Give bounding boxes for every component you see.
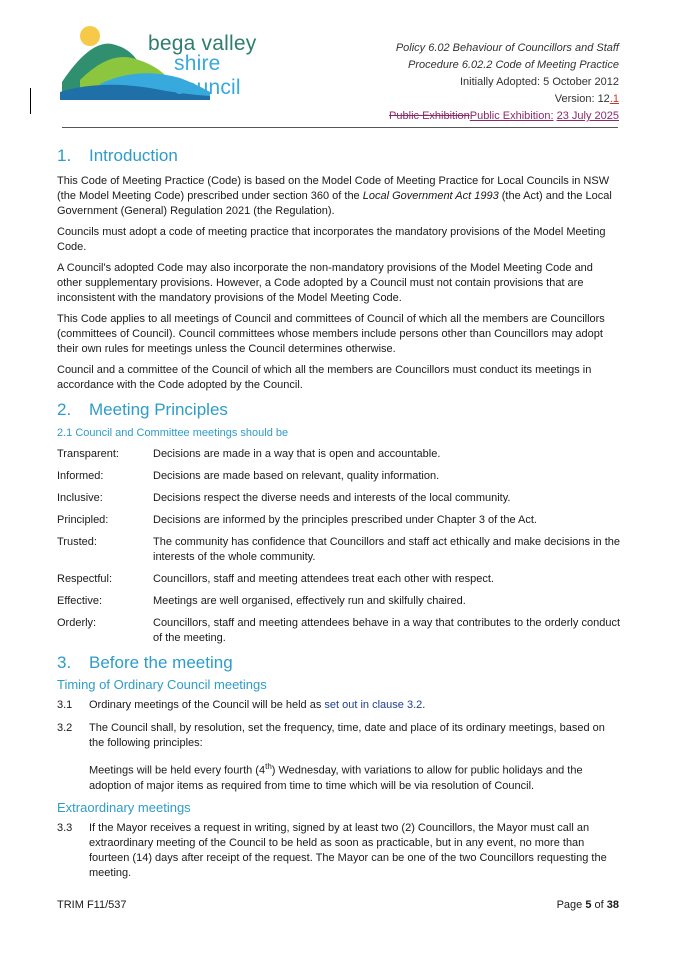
text-cursor	[30, 88, 31, 114]
page-number	[557, 899, 619, 911]
principle-row	[57, 535, 620, 565]
section-2-heading	[57, 399, 620, 421]
procedure-line: Procedure 6.02.2 Code of Meeting Practice	[408, 59, 619, 71]
clause-cross-reference: set out in clause 3.2	[324, 699, 423, 711]
principle-term: Orderly:	[57, 617, 97, 629]
page-label: Page	[556, 899, 586, 911]
principle-desc: Councillors, staff and meeting attendees behave in a way that contributes to the orderly conduct of the meeting.	[153, 617, 620, 644]
principle-row	[57, 513, 620, 528]
document-header-info	[389, 40, 619, 125]
intro-paragraph-5: Council and a committee of the Council of which all the members are Councillors must conduct its meetings in accordance with the Code adopted by the Council.	[57, 364, 592, 391]
subheading-2-1: 2.1 Council and Committee meetings should be	[57, 427, 289, 439]
clause-text: If the Mayor receives a request in writing, signed by at least two (2) Councillors, the Mayor must call an extraordinary meeting of the Council to be held as soon as practicable, but in any event, no more than fourteen (14) days after receipt of the request. The Mayor can be one of the two Councillors requesting the meeting.	[89, 821, 607, 879]
policy-line: Policy 6.02 Behaviour of Councillors and Staff	[395, 42, 619, 54]
clause-number: 3.2	[57, 722, 73, 734]
page-content	[57, 145, 620, 881]
version-inserted: .1	[609, 93, 619, 105]
clause-3-2-detail	[57, 759, 620, 794]
clause-3-1-end: .	[422, 699, 426, 711]
subheading-extraordinary-meetings: Extraordinary meetings	[57, 799, 191, 815]
ordinal-superscript: th	[265, 762, 272, 771]
principle-desc: Decisions are made based on relevant, quality information.	[153, 470, 440, 482]
principle-desc: Decisions respect the diverse needs and interests of the local community.	[153, 492, 511, 504]
principle-desc: Decisions are informed by the principles prescribed under Chapter 3 of the Act.	[153, 514, 537, 526]
intro-paragraph-2: Councils must adopt a code of meeting practice that incorporates the mandatory provisions of the Model Meeting Code.	[57, 226, 606, 253]
clause-text	[89, 698, 620, 713]
section-3-title: Before the meeting	[89, 653, 233, 672]
principle-term: Effective:	[57, 595, 103, 607]
principle-desc: Councillors, staff and meeting attendees treat each other with respect.	[153, 573, 494, 585]
principle-desc: Decisions are made in a way that is open and accountable.	[153, 448, 441, 460]
clause-text: The Council shall, by resolution, set the frequency, time, date and place of its ordinary meetings, based on the following principles:	[89, 722, 605, 749]
intro-paragraph-1	[57, 174, 620, 219]
page-of: of	[591, 899, 607, 911]
total-pages: 38	[606, 899, 619, 911]
intro-p1-text-a: This Code of Meeting Practice (Code) is based on the Model Code of Meeting Practice for Local Councils in NSW (the Model Meeting Code) prescribed under section 360 of the	[57, 175, 610, 202]
logo-text-line1: bega valley	[148, 32, 257, 55]
section-1-heading	[57, 145, 620, 167]
principle-row	[57, 469, 620, 484]
principle-term: Transparent:	[57, 448, 119, 460]
section-2-title: Meeting Principles	[89, 400, 228, 419]
principle-row	[57, 594, 620, 609]
intro-paragraph-4: This Code applies to all meetings of Council and committees of Council of which all the members are Councillors (committees of Council). Council committees whose members include persons other than Councillors may adopt their own rules for meetings unless the Council determines otherwise.	[57, 313, 605, 355]
principle-term: Inclusive:	[57, 492, 103, 504]
intro-paragraph-3: A Council's adopted Code may also incorporate the non-mandatory provisions of the Model Meeting Code and other supplementary provisions. However, a Code adopted by a Council must not contain provisions that are inconsistent with the mandatory provisions of the Model Meeting Code.	[57, 262, 593, 304]
clause-3-1-text: Ordinary meetings of the Council will be held as	[89, 699, 325, 711]
clause-detail-text	[89, 759, 620, 794]
clause-number: 3.1	[57, 699, 73, 711]
principles-list	[57, 447, 620, 646]
trim-reference: TRIM F11/537	[57, 899, 127, 911]
clause-3-3	[57, 821, 620, 881]
principle-row	[57, 616, 620, 646]
principle-row	[57, 572, 620, 587]
exhibition-line	[389, 108, 619, 125]
principle-term: Respectful:	[57, 573, 113, 585]
page-footer	[57, 899, 619, 911]
section-1-title: Introduction	[89, 146, 178, 165]
clause-number: 3.3	[57, 821, 73, 834]
current-page: 5	[585, 899, 592, 911]
clause-3-2	[57, 721, 620, 751]
clause-3-1	[57, 698, 620, 713]
exhibition-inserted: Public Exhibition:	[469, 110, 554, 122]
adopted-line: Initially Adopted: 5 October 2012	[460, 76, 619, 88]
logo-text-line2: shire council	[174, 52, 241, 99]
principle-term: Trusted:	[57, 536, 97, 548]
council-logo	[60, 22, 290, 100]
header-divider	[62, 127, 618, 128]
version-line	[389, 91, 619, 108]
principle-row	[57, 447, 620, 462]
detail-text-a: Meetings will be held every fourth (4	[89, 764, 266, 777]
principle-desc: The community has confidence that Councillors and staff act ethically and make decisions in the interests of the whole community.	[153, 536, 620, 563]
section-3-number: 3.	[57, 653, 72, 672]
exhibition-deleted: Public Exhibition	[389, 110, 470, 122]
principle-term: Informed:	[57, 470, 104, 482]
section-3-heading	[57, 652, 620, 674]
exhibition-date: 23 July 2025	[556, 110, 619, 122]
act-title: Local Government Act 1993	[362, 190, 499, 202]
principle-term: Principled:	[57, 514, 109, 526]
subheading-ordinary-meetings: Timing of Ordinary Council meetings	[57, 677, 267, 692]
section-2-number: 2.	[57, 400, 72, 419]
detail-text-b: ) Wednesday, with variations to allow for public holidays and the adoption of major items as required from time to time which will be via resolution of Council.	[89, 764, 583, 792]
version-text: Version: 12	[554, 93, 610, 105]
principle-desc: Meetings are well organised, effectively run and skilfully chaired.	[153, 595, 466, 607]
principle-row	[57, 491, 620, 506]
intro-p1-text-b: (the Act) and the Local Government (General) Regulation 2021 (the Regulation).	[57, 190, 612, 217]
section-1-number: 1.	[57, 146, 72, 165]
